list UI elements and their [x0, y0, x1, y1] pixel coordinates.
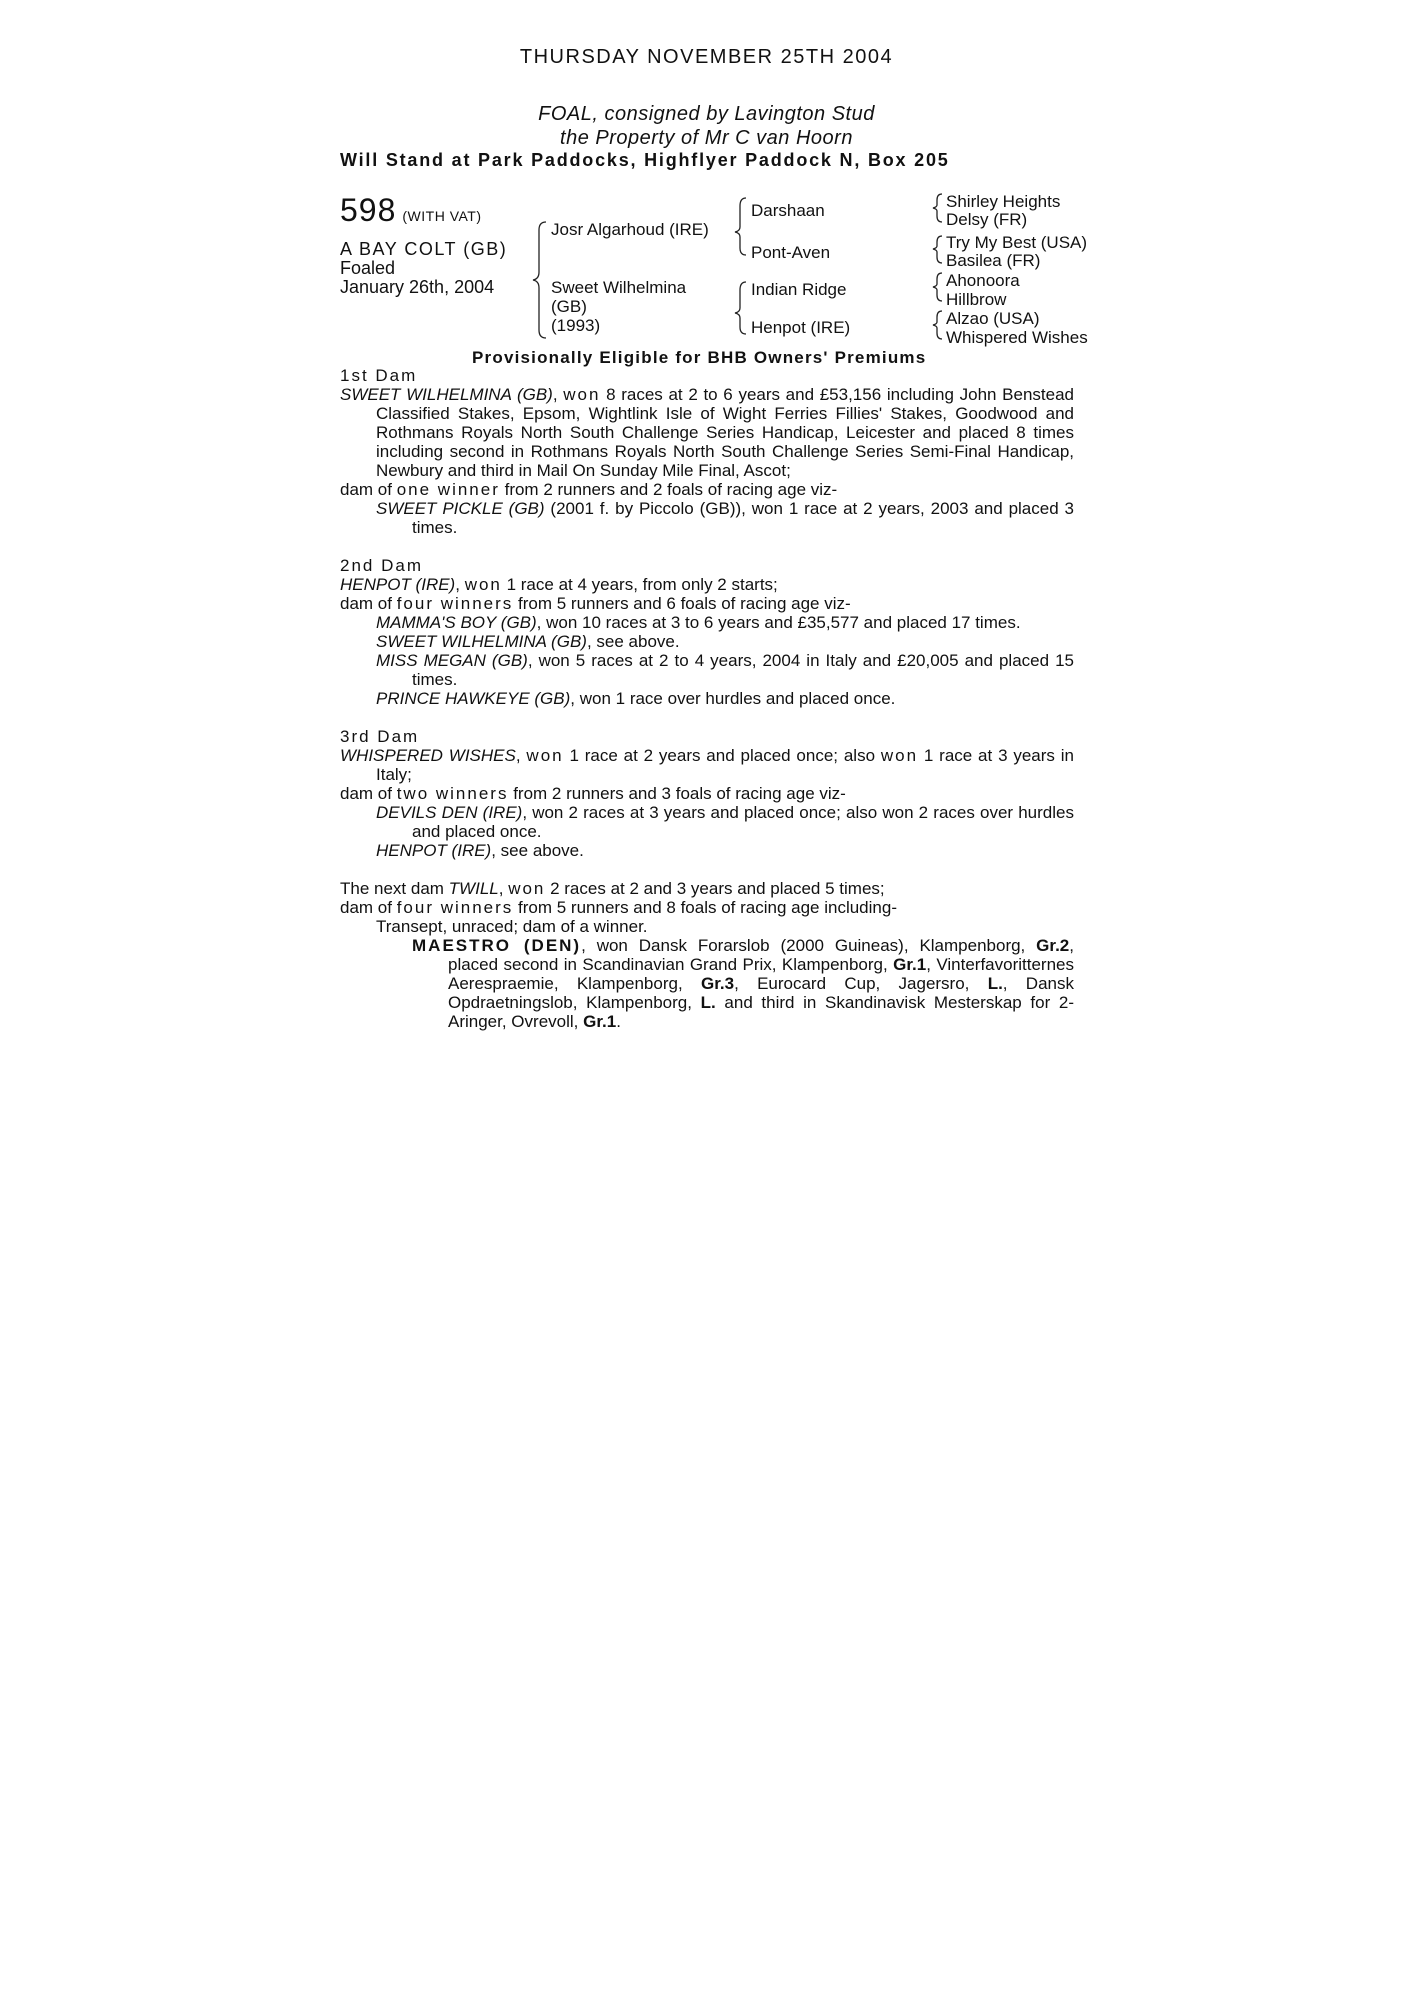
sale-date: THURSDAY NOVEMBER 25TH 2004	[519, 46, 894, 68]
group-grade: Gr.1	[893, 955, 927, 974]
first-dam-record-text: 8 races at 2 to 6 years and £53,156 including John Benstead Classified Stakes, Epsom, Wightlink Isle of Wight Ferries Fillies' Stakes, Goodwood and Rothmans Royals North South Challenge Series Handicap, Leicester and placed 8 times including second in Rothmans Royals North South Challenge Series Semi-Final Handicap, Newbury and third in Mail On Sunday Mile Final, Ascot;	[376, 385, 1074, 480]
bracket-gg-4	[933, 311, 942, 339]
third-dam-record: WHISPERED WISHES, won 1 race at 2 years and placed once; also won 1 race at 3 years in Italy;	[340, 746, 1074, 784]
stand-location: Will Stand at Park Paddocks, Highflyer Paddock N, Box 205	[340, 150, 950, 170]
pedigree-gg-5: Ahonoora	[946, 271, 1020, 290]
second-dam-produce-1: MAMMA'S BOY (GB), won 10 races at 3 to 6 years and £35,577 and placed 17 times.	[376, 613, 1021, 632]
second-dam-record: HENPOT (IRE), won 1 race at 4 years, from only 2 starts;	[340, 575, 778, 594]
won-word: won	[563, 385, 601, 404]
second-dam-heading: 2nd Dam	[340, 556, 423, 575]
pedigree-gg-3: Try My Best (USA)	[946, 233, 1088, 252]
bracket-gg-1	[933, 194, 942, 222]
pedigree-dam-origin: (GB)	[551, 297, 587, 316]
vat-note: (WITH VAT)	[402, 208, 482, 224]
won-word: won	[526, 746, 564, 765]
first-dam-record: SWEET WILHELMINA (GB), won 8 races at 2 to 6 years and £53,156 including John Benstead Classified Stakes, Epsom, Wightlink Isle of Wight Ferries Fillies' Stakes, Goodwood and Rothmans Royals North South Challenge Series Handicap, Leicester and placed 8 times including second in Rothmans Royals North South Challenge Series Semi-Final Handicap, Newbury and third in Mail On Sunday Mile Final, Ascot;	[340, 385, 1074, 480]
first-dam-produce-1: SWEET PICKLE (GB) (2001 f. by Piccolo (GB)), won 1 race at 2 years, 2003 and placed 3 times.	[376, 499, 1075, 537]
bracket-generation-1	[533, 222, 546, 338]
third-dam-produce-summary: dam of two winners from 2 runners and 3 foals of racing age viz-	[340, 784, 846, 803]
second-dam-name: HENPOT (IRE)	[340, 575, 456, 594]
next-dam-record: The next dam TWILL, won 2 races at 2 and 3 years and placed 5 times;	[340, 879, 885, 898]
listed-grade: L.	[987, 974, 1003, 993]
lot-number: 598	[340, 192, 397, 228]
produce-name: SWEET WILHELMINA (GB)	[376, 632, 587, 651]
catalogue-body	[340, 366, 1074, 1031]
pedigree-dam	[551, 278, 686, 335]
winners-count: one winner	[396, 480, 500, 499]
third-dam-produce-1: DEVILS DEN (IRE), won 2 races at 3 years and placed once; also won 2 races over hurdles and placed once.	[376, 803, 1074, 841]
won-word: won	[880, 746, 919, 765]
next-dam-name: TWILL	[448, 879, 499, 898]
second-dam-produce-summary: dam of four winners from 5 runners and 6 foals of racing age viz-	[340, 594, 851, 613]
pedigree-dam-name: Sweet Wilhelmina	[551, 278, 687, 297]
pedigree-sire: Josr Algarhoud (IRE)	[551, 220, 709, 239]
produce-name: MISS MEGAN (GB)	[376, 651, 528, 670]
foaled-label: Foaled	[340, 258, 396, 278]
maestro-name: MAESTRO (DEN)	[412, 936, 582, 955]
consigned-by: FOAL, consigned by Lavington Stud	[538, 103, 875, 125]
pedigree-gg-6: Hillbrow	[946, 290, 1007, 309]
pedigree-dam-sire: Indian Ridge	[751, 280, 847, 299]
won-word: won	[508, 879, 546, 898]
maestro-entry: MAESTRO (DEN), won Dansk Forarslob (2000 Guineas), Klampenborg, Gr.2, placed second in Scandinavian Grand Prix, Klampenborg, Gr.1, Vinterfavoritternes Aerespraemie, Klampenborg, Gr.3, Eurocard Cup, Jagersro, L., Dansk Opdraetningslob, Klampenborg, L. and third in Skandinavisk Mesterskap for 2-Aringer, Ovrevoll, Gr.1.	[412, 936, 1075, 1031]
produce-name: HENPOT (IRE)	[376, 841, 492, 860]
second-dam-produce-2: SWEET WILHELMINA (GB), see above.	[376, 632, 680, 651]
first-dam-produce-summary: dam of one winner from 2 runners and 2 foals of racing age viz-	[340, 480, 838, 499]
produce-name: MAMMA'S BOY (GB)	[376, 613, 537, 632]
consignor-block	[0, 102, 1413, 150]
bracket-gg-3	[933, 273, 942, 301]
produce-name: PRINCE HAWKEYE (GB)	[376, 689, 571, 708]
group-grade: Gr.2	[1036, 936, 1070, 955]
pedigree-gg-2: Delsy (FR)	[946, 210, 1028, 229]
second-dam-produce-3: MISS MEGAN (GB), won 5 races at 2 to 4 years, 2004 in Italy and £20,005 and placed 15 times.	[376, 651, 1074, 689]
first-dam-heading: 1st Dam	[340, 366, 418, 385]
pedigree-gg-1: Shirley Heights	[946, 192, 1061, 211]
winners-count: four winners	[396, 898, 514, 917]
foaled-date: January 26th, 2004	[340, 277, 495, 297]
pedigree-gg-4: Basilea (FR)	[946, 251, 1041, 270]
transept-entry: Transept, unraced; dam of a winner.	[376, 917, 648, 936]
first-dam-name: SWEET WILHELMINA (GB)	[340, 385, 553, 404]
group-grade: Gr.3	[700, 974, 735, 993]
next-dam-produce-summary: dam of four winners from 5 runners and 8 foals of racing age including-	[340, 898, 897, 917]
winners-count: four winners	[396, 594, 514, 613]
colt-title: A BAY COLT (GB)	[340, 239, 508, 259]
second-dam-produce-4: PRINCE HAWKEYE (GB), won 1 race over hurdles and placed once.	[376, 689, 896, 708]
lot-heading	[340, 192, 482, 229]
bracket-dam-line	[735, 282, 746, 334]
produce-name: DEVILS DEN (IRE)	[376, 803, 523, 822]
pedigree-sire-sire: Darshaan	[751, 201, 825, 220]
third-dam-name: WHISPERED WISHES	[340, 746, 516, 765]
pedigree-gg-7: Alzao (USA)	[946, 309, 1040, 328]
third-dam-heading: 3rd Dam	[340, 727, 420, 746]
lot-description	[340, 240, 507, 297]
third-dam-produce-2: HENPOT (IRE), see above.	[376, 841, 584, 860]
pedigree-dam-year: (1993)	[551, 316, 601, 335]
group-grade: Gr.1	[583, 1012, 617, 1031]
won-word: won	[464, 575, 502, 594]
eligibility-note: Provisionally Eligible for BHB Owners' Premiums	[472, 348, 927, 367]
property-of: the Property of Mr C van Hoorn	[560, 127, 853, 149]
pedigree-gg-8: Whispered Wishes	[946, 328, 1088, 347]
listed-grade: L.	[700, 993, 716, 1012]
produce-name: SWEET PICKLE (GB)	[376, 499, 545, 518]
pedigree-dam-dam: Henpot (IRE)	[751, 318, 851, 337]
pedigree-sire-dam: Pont-Aven	[751, 243, 831, 262]
bracket-sire-line	[735, 198, 746, 255]
winners-count: two winners	[396, 784, 509, 803]
bracket-gg-2	[933, 236, 942, 263]
